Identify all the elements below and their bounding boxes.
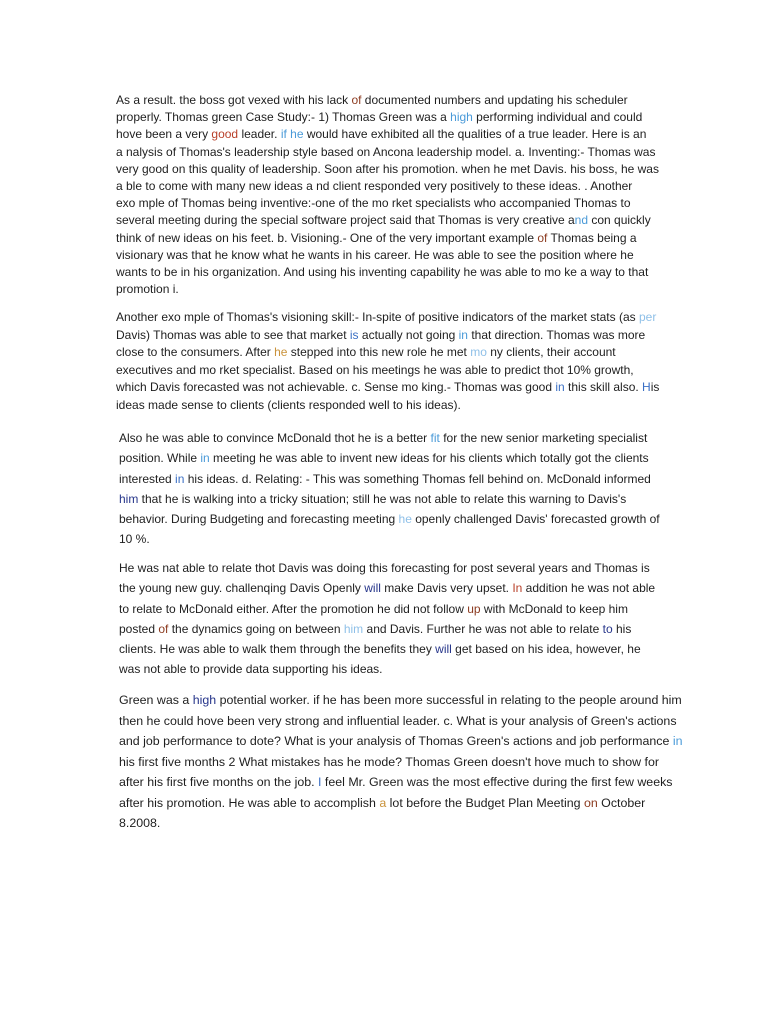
text-line [119,659,691,679]
text-line [119,578,691,598]
colored-word: of [158,621,169,636]
text-run: then he could hove been very strong and influential leader. c. What is your analysis of Green's actions [119,713,677,728]
text-line [119,752,693,773]
colored-word: good [211,127,239,142]
text-run: get based on his idea, however, he [451,642,641,657]
text-line [119,469,691,489]
text-run: meeting he was able to invent new ideas for his clients which totally got the clients [209,451,649,466]
text-run: posted [119,621,159,636]
colored-word: is [349,327,359,342]
text-run: As a result. the boss got vexed with his lack [116,93,352,107]
paragraph-4 [119,558,691,680]
text-run: hove been a very [116,127,212,142]
text-line [116,247,680,264]
colored-word: he [398,512,412,527]
text-line [119,690,693,711]
text-run: properly. Thomas green Case Study:- 1) Thomas Green was a [116,110,451,125]
text-run: stepped into this new role he met [287,345,471,359]
text-run: very good on this quality of leadership. Soon after his promotion. when he met Davis. his boss, he was [116,161,659,176]
text-run: con quickly [588,213,651,228]
text-run: ideas made sense to clients (clients responded well to his ideas). [116,397,461,412]
colored-word: to [602,621,613,636]
text-line [116,309,680,327]
text-run: the dynamics going on between [168,621,344,636]
colored-word: In [512,581,523,596]
text-run: would have exhibited all the qualities of a true leader. Here is an [303,127,647,142]
text-line [116,178,680,195]
text-line [119,731,693,752]
colored-word: of [537,230,548,245]
paragraph-1 [116,92,680,298]
colored-word: in [555,380,565,394]
text-line [119,793,693,814]
text-line [116,230,680,247]
text-run: behavior. During Budgeting and forecasting meeting [119,512,399,527]
text-line [116,327,680,345]
text-run: make Davis very upset. [380,581,513,596]
colored-word: high [450,110,473,125]
text-line [116,264,680,281]
text-run: his first five months 2 What mistakes has he mode? Thomas Green doesn't hove much to show for [119,754,660,769]
text-run: think of new ideas on his feet. b. Visioning.- One of the very important example [116,230,538,245]
text-run: that direction. Thomas was more [467,327,646,342]
text-run: leader. [238,127,281,142]
text-run: openly challenged Davis' forecasted growth of [411,512,660,527]
colored-word: will [435,642,452,657]
text-run: actually not going [358,327,459,342]
colored-word: him [119,491,139,506]
colored-word: will [364,581,381,596]
text-run: clients. He was able to walk them through the benefits they [119,642,436,657]
text-line [116,362,680,380]
text-line [119,448,691,468]
text-line [119,428,691,448]
text-run: his ideas. d. Relating: - This was something Thomas fell behind on. McDonald informed [184,471,651,486]
colored-word: he [274,345,288,359]
text-run: Davis) Thomas was able to see that market [116,327,350,342]
colored-word: in [458,327,468,342]
colored-word: on [583,795,598,810]
text-run: for the new senior marketing specialist [439,431,648,445]
text-run: addition he was not able [522,581,656,596]
colored-word: of [351,93,362,107]
text-run: potential worker. if he has been more successful in relating to the people around him [216,693,682,707]
text-line [116,281,680,298]
text-line [116,195,680,212]
paragraph-3 [119,428,691,550]
text-run: several meeting during the special software project said that Thomas is very creative a [116,213,575,228]
text-line [119,639,691,659]
text-line [116,126,680,143]
text-run: 10 %. [119,532,150,547]
text-line [116,344,680,362]
text-line [119,529,691,549]
text-run: close to the consumers. After [116,345,275,359]
text-run: exo mple of Thomas being inventive:-one of the mo rket specialists who accompanied Thomas to [116,196,631,211]
text-run: ny clients, their account [486,345,616,359]
text-line [116,144,680,161]
text-line [116,212,680,229]
text-run: and Davis. Further he was not able to relate [363,621,603,636]
text-run: visionary was that he know what he wants in his career. He was able to see the position where he [116,247,634,262]
colored-word: mo [470,345,487,359]
text-line [119,711,693,732]
colored-word: a [379,795,387,810]
text-line [116,161,680,178]
text-line [119,509,691,529]
text-run: is [650,380,660,394]
text-run: documented numbers and updating his scheduler [361,93,628,107]
text-run: after his first five months on the job. [119,775,319,789]
paragraph-5 [119,690,693,834]
text-run: his [612,621,632,636]
text-run: promotion i. [116,282,179,297]
text-run: Another exo mple of Thomas's visioning skill:- In-spite of positive indicators of the market stats (as [116,310,639,324]
text-line [116,379,680,397]
text-line [119,813,693,834]
colored-word: high [192,693,217,707]
colored-word: in [175,471,185,486]
text-run: performing individual and could [472,110,643,125]
text-line [119,558,691,578]
paragraph-2 [116,309,680,414]
text-run: a ble to come with many new ideas a nd client responded very positively to these ideas. . Another [116,179,633,194]
text-run: after his promotion. He was able to accomplish [119,795,380,810]
text-run: was not able to provide data supporting his ideas. [119,662,383,677]
colored-word: fit [430,431,440,445]
colored-word: him [343,621,364,636]
colored-word: in [200,451,210,466]
colored-word: nd [574,213,589,228]
text-run: this skill also. [564,380,643,394]
text-run: that he is walking into a tricky situation; still he was not able to relate this warning to Davis's [138,491,627,506]
text-run: 8.2008. [119,816,161,830]
text-run: which Davis forecasted was not achievable. c. Sense mo king.- Thomas was good [116,380,556,394]
text-run: executives and mo rket specialist. Based on his meetings he was able to predict thot 10% growth, [116,362,634,377]
text-run: with McDonald to keep him [480,601,628,616]
text-run: wants to be in his organization. And using his inventing capability he was able to mo ke a way to that [116,265,649,280]
text-line [116,397,680,415]
text-line [119,489,691,509]
text-run: interested [119,471,176,486]
text-line [116,109,680,126]
text-run: the young new guy. challenqing Davis Openly [119,581,365,596]
text-run: and job performance to dote? What is your analysis of Thomas Green's actions and job performance [119,734,673,748]
text-run: a nalysis of Thomas's leadership style based on Ancona leadership model. a. Inventing:- Thomas was [116,144,656,159]
text-run: lot before the Budget Plan Meeting [386,795,584,810]
text-run: Green was a [119,693,193,707]
colored-word: I [318,775,322,789]
text-run: Also he was able to convince McDonald thot he is a better [119,431,431,445]
text-run: Thomas being a [547,230,637,245]
text-line [119,619,691,639]
text-run: position. While [119,451,201,466]
colored-word: per [638,310,657,324]
text-line [119,772,693,793]
colored-word: in [672,734,683,748]
text-run: He was nat able to relate thot Davis was doing this forecasting for post several years and Thomas is [119,561,650,575]
text-run: October [597,795,646,810]
colored-word: H [642,380,651,394]
text-run: to relate to McDonald either. After the promotion he did not follow [119,601,468,616]
colored-word: up [467,601,481,616]
text-line [119,599,691,619]
text-run: feel Mr. Green was the most effective during the first few weeks [321,775,673,789]
text-line [116,92,680,109]
colored-word: if he [280,127,304,142]
